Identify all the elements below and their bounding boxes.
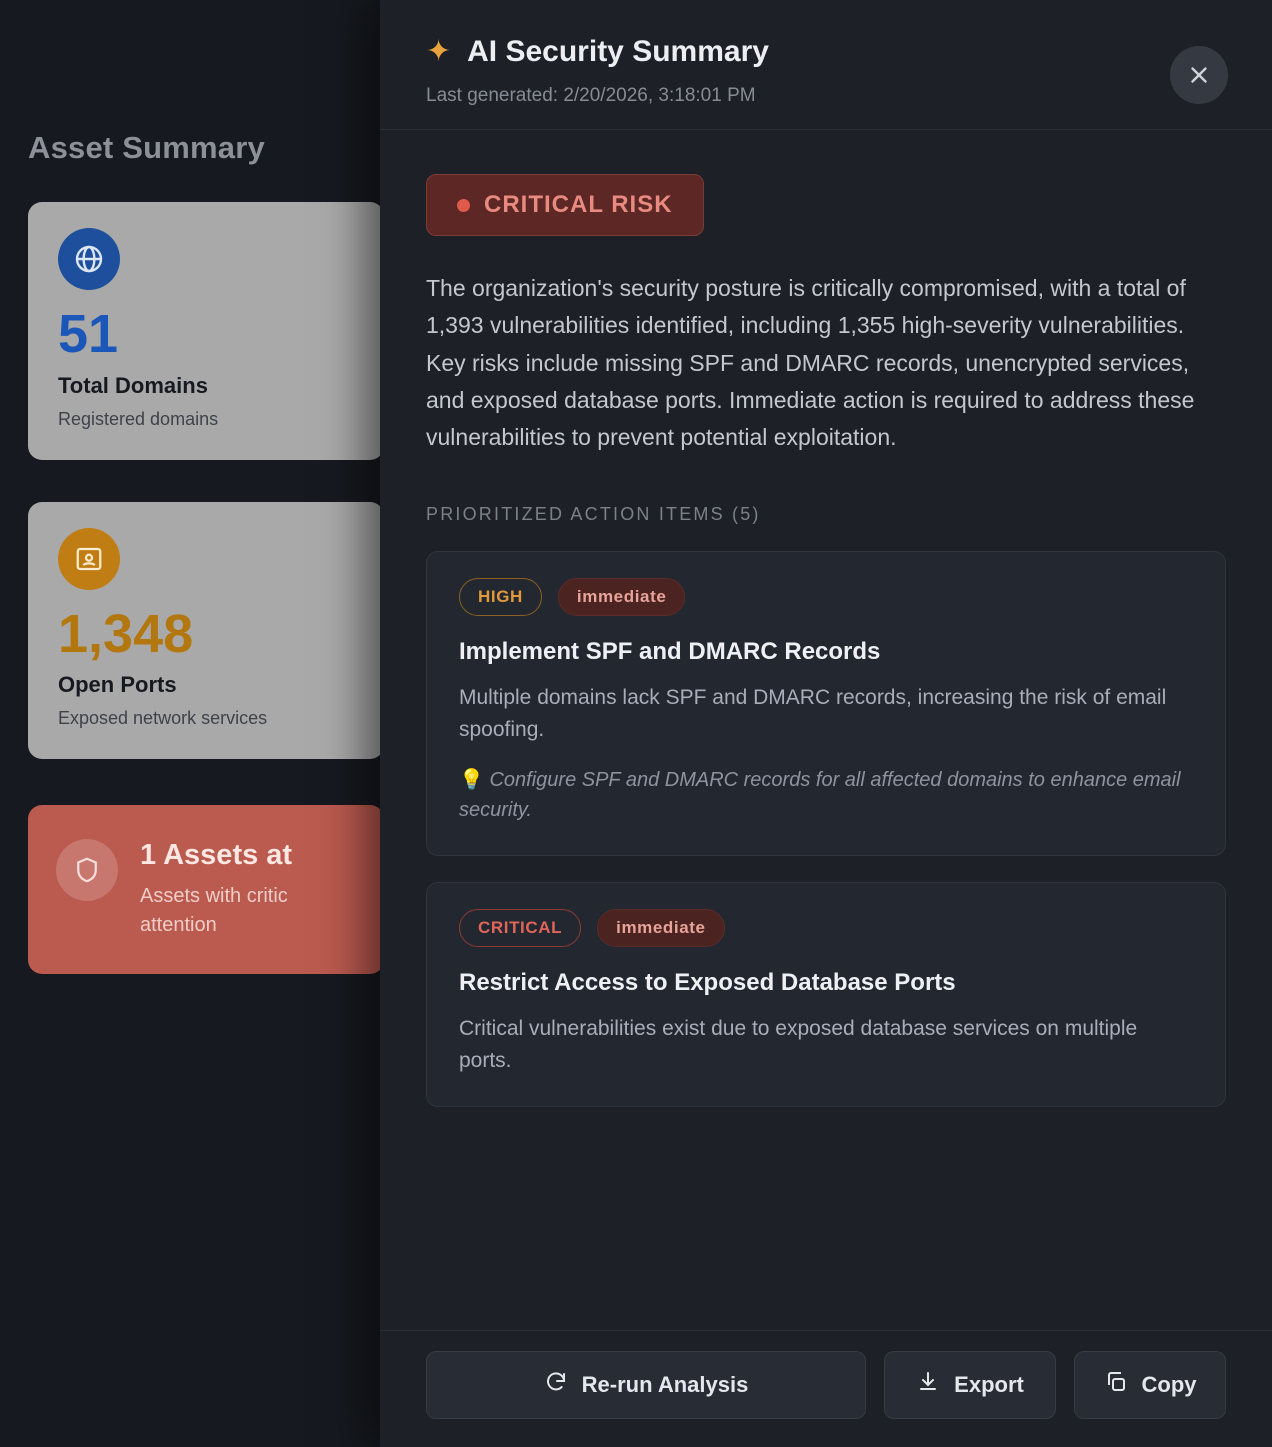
download-icon <box>916 1370 940 1400</box>
section-label-action-items: PRIORITIZED ACTION ITEMS (5) <box>426 504 761 525</box>
panel-title: AI Security Summary <box>467 34 769 68</box>
sparkle-icon: ✦ <box>426 35 452 68</box>
timing-badge: immediate <box>597 909 725 947</box>
lightbulb-icon: 💡 <box>459 769 484 792</box>
port-icon <box>58 528 120 590</box>
panel-footer <box>380 1330 1272 1447</box>
stat-card-open-ports[interactable] <box>28 502 380 760</box>
shield-icon <box>56 839 118 901</box>
stat-value: 1,348 <box>58 603 194 664</box>
action-item-card[interactable] <box>426 882 1226 1107</box>
copy-label: Copy <box>1141 1372 1197 1397</box>
assets-at-risk-card[interactable] <box>28 805 380 974</box>
copy-icon <box>1104 1370 1128 1400</box>
refresh-icon <box>544 1370 568 1400</box>
panel-body <box>380 130 1272 1330</box>
rerun-analysis-label: Re-run Analysis <box>581 1372 749 1397</box>
last-generated-text: Last generated: 2/20/2026, 3:18:01 PM <box>426 85 756 106</box>
stat-label: Open Ports <box>58 672 177 698</box>
alert-title: 1 Assets at <box>140 839 293 872</box>
stat-sublabel: Exposed network services <box>58 708 268 729</box>
action-item-title: Restrict Access to Exposed Database Ports <box>459 969 956 997</box>
copy-button[interactable] <box>1074 1351 1226 1419</box>
stat-value: 51 <box>58 304 119 364</box>
page-title: Asset Summary <box>28 130 265 165</box>
risk-label: CRITICAL RISK <box>484 191 673 218</box>
severity-badge: CRITICAL <box>459 909 581 947</box>
action-item-tip-text: Configure SPF and DMARC records for all affected domains to enhance email security. <box>459 769 1181 822</box>
rerun-analysis-button[interactable] <box>426 1351 866 1419</box>
scroll-fade <box>380 1270 1272 1330</box>
status-badge <box>426 174 704 236</box>
ai-security-summary-panel <box>380 0 1272 1447</box>
risk-dot-icon <box>457 199 470 212</box>
asset-summary-panel <box>0 0 380 1447</box>
action-item-tip <box>459 765 1193 825</box>
stat-card-total-domains[interactable] <box>28 202 380 460</box>
panel-header <box>380 0 1272 130</box>
action-item-card[interactable] <box>426 551 1226 856</box>
action-item-description: Critical vulnerabilities exist due to exposed database services on multiple ports. <box>459 1017 1138 1072</box>
globe-icon <box>58 228 120 290</box>
severity-badge: HIGH <box>459 578 542 616</box>
close-icon[interactable] <box>1170 46 1228 104</box>
export-button[interactable] <box>884 1351 1056 1419</box>
export-label: Export <box>954 1372 1024 1397</box>
timing-badge: immediate <box>558 578 686 616</box>
alert-sublabel: Assets with critic attention <box>140 885 288 937</box>
action-item-description: Multiple domains lack SPF and DMARC records, increasing the risk of email spoofing. <box>459 686 1167 741</box>
stat-sublabel: Registered domains <box>58 408 219 429</box>
stat-label: Total Domains <box>58 372 208 398</box>
summary-text: The organization's security posture is critically compromised, with a total of 1,393 vulnerabilities identified, including 1,355 high-severity vulnerabilities. Key risks include missing SPF and DMARC records, unencrypted services, and exposed database ports. Immediate action is required to address these vulnerabilities to prevent potential exploitation. <box>426 275 1195 450</box>
action-item-title: Implement SPF and DMARC Records <box>459 638 881 666</box>
